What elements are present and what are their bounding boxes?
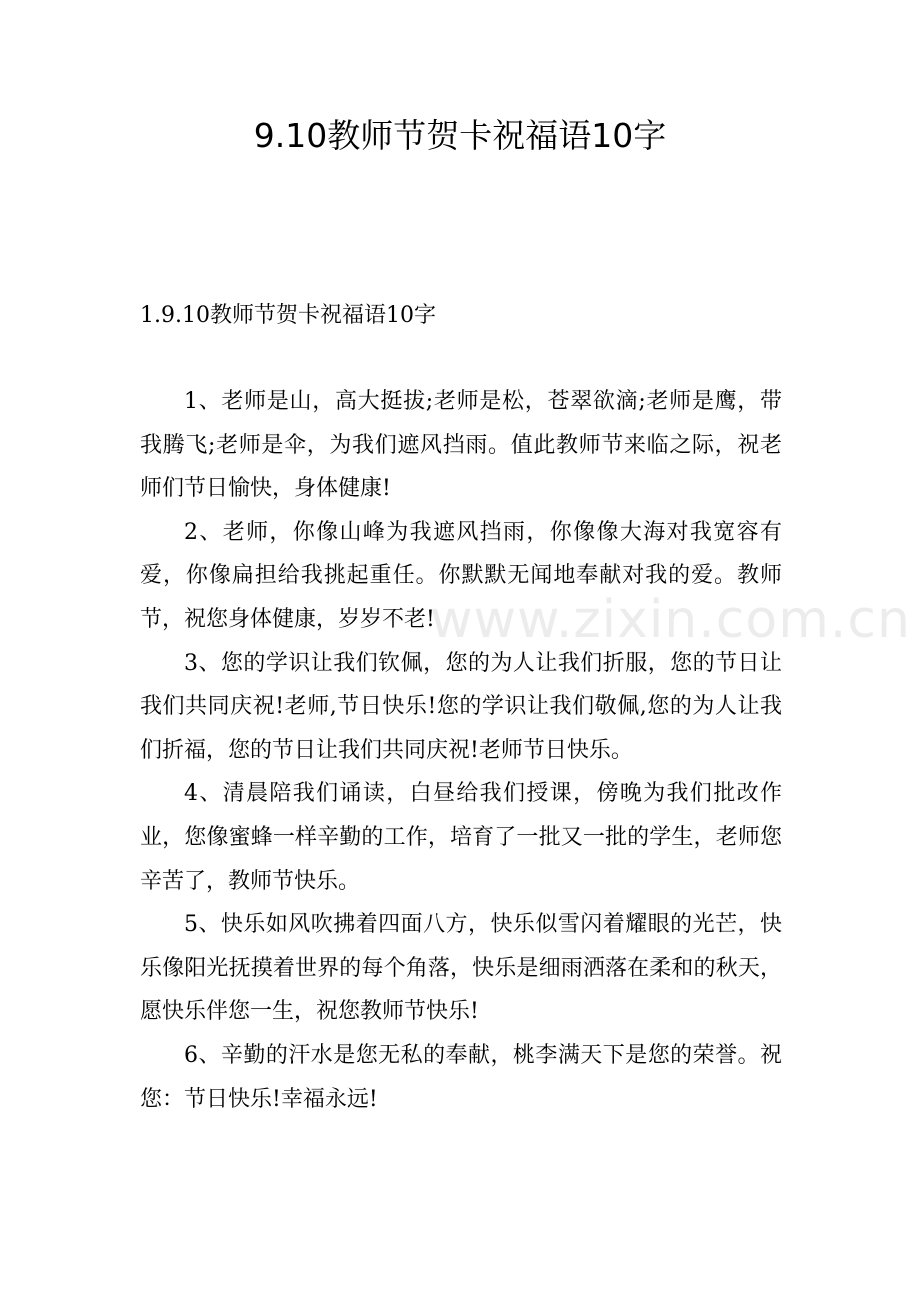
paragraph: 3、您的学识让我们钦佩，您的为人让我们折服，您的节日让我们共同庆祝!老师,节日快乐!您的学识让我们敬佩,您的为人让我们折福，您的节日让我们共同庆祝!老师节日快乐。	[140, 650, 782, 763]
watermark: www.zixin.com.cn	[430, 590, 911, 650]
document-title: 9.10教师节贺卡祝福语10字	[253, 116, 667, 155]
paragraph: 2、老师，你像山峰为我遮风挡雨，你像像大海对我宽容有爱，你像扁担给我挑起重任。你默默无闻地奉献对我的爱。教师节，祝您身体健康，岁岁不老!	[140, 519, 782, 632]
section-heading: 1.9.10教师节贺卡祝福语10字	[140, 303, 436, 328]
paragraph: 4、清晨陪我们诵读，白昼给我们授课，傍晚为我们批改作业，您像蜜蜂一样辛勤的工作，培育了一批又一批的学生，老师您辛苦了，教师节快乐。	[140, 781, 782, 894]
paragraph: 6、辛勤的汗水是您无私的奉献，桃李满天下是您的荣誉。祝您：节日快乐!幸福永远!	[140, 1042, 782, 1112]
paragraph: 1、老师是山，高大挺拔;老师是松，苍翠欲滴;老师是鹰，带我腾飞;老师是伞，为我们遮风挡雨。值此教师节来临之际，祝老师们节日愉快，身体健康!	[140, 389, 782, 502]
paragraph: 5、快乐如风吹拂着四面八方，快乐似雪闪着耀眼的光芒，快乐像阳光抚摸着世界的每个角落，快乐是细雨洒落在柔和的秋天，愿快乐伴您一生，祝您教师节快乐!	[140, 912, 782, 1025]
document-body	[140, 380, 782, 1121]
